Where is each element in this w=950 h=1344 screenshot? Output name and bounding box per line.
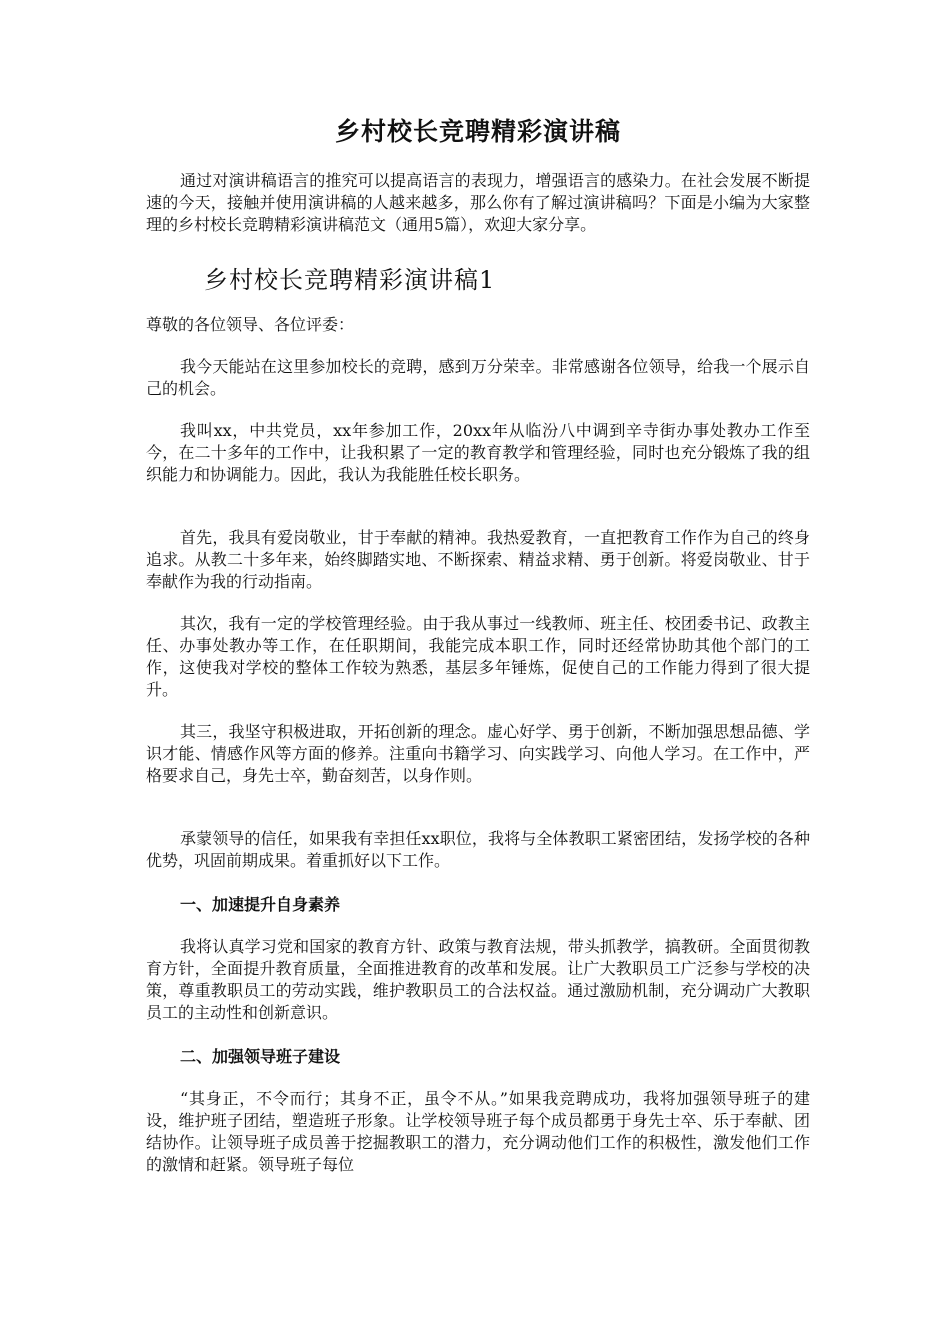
paragraph-second-point: 其次，我有一定的学校管理经验。由于我从事过一线教师、班主任、校团委书记、政教主任、办事处教办等工作，在任职期间，我能完成本职工作，同时还经常协助其他个部门的工作，这使我对学校的整体工作较为熟悉，基层多年锤炼，促使自己的工作能力得到了很大提升。 [146,614,810,699]
paragraph-first-point: 首先，我具有爱岗敬业，甘于奉献的精神。我热爱教育，一直把教育工作作为自己的终身追求。从教二十多年来，始终脚踏实地、不断探索、精益求精、勇于创新。将爱岗敬业、甘于奉献作为我的行动指南。 [146,528,810,591]
paragraph-self-improvement: 我将认真学习党和国家的教育方针、政策与教育法规，带头抓教学，搞教研。全面贯彻教育方针，全面提升教育质量，全面推进教育的改革和发展。让广大教职员工广泛参与学校的决策，尊重教职员工的劳动实践，维护教职员工的合法权益。通过激励机制，充分调动广大教职员工的主动性和创新意识。 [146,937,810,1022]
paragraph-opening: 我今天能站在这里参加校长的竞聘，感到万分荣幸。非常感谢各位领导，给我一个展示自己的机会。 [146,357,810,398]
paragraph-commitment: 承蒙领导的信任，如果我有幸担任xx职位，我将与全体教职工紧密团结，发扬学校的各种优势，巩固前期成果。着重抓好以下工作。 [146,829,810,870]
subheading-leadership-team: 二、加强领导班子建设 [180,1047,341,1066]
document-title: 乡村校长竞聘精彩演讲稿 [334,117,621,146]
paragraph-self-introduction: 我叫xx，中共党员，xx年参加工作，20xx年从临汾八中调到辛寺街办事处教办工作至今，在二十多年的工作中，让我积累了一定的教育教学和管理经验，同时也充分锻炼了我的组织能力和协调能力。因此，我认为我能胜任校长职务。 [146,421,810,484]
section-heading: 乡村校长竞聘精彩演讲稿1 [204,266,496,294]
salutation: 尊敬的各位领导、各位评委： [146,315,355,334]
paragraph-third-point: 其三，我坚守积极进取，开拓创新的理念。虚心好学、勇于创新，不断加强思想品德、学识才能、情感作风等方面的修养。注重向书籍学习、向实践学习、向他人学习。在工作中，严格要求自己，身先士卒，勤奋刻苦，以身作则。 [146,722,810,785]
intro-paragraph: 通过对演讲稿语言的推究可以提高语言的表现力，增强语言的感染力。在社会发展不断提速的今天，接触并使用演讲稿的人越来越多，那么你有了解过演讲稿吗？下面是小编为大家整理的乡村校长竞聘精彩演讲稿范文（通用5篇），欢迎大家分享。 [146,171,810,234]
subheading-self-improvement: 一、加速提升自身素养 [180,895,341,914]
paragraph-leadership-team: “其身正，不令而行；其身不正，虽令不从。”如果我竞聘成功，我将加强领导班子的建设，维护班子团结，塑造班子形象。让学校领导班子每个成员都勇于身先士卒、乐于奉献、团结协作。让领导班子成员善于挖掘教职工的潜力，充分调动他们工作的积极性，激发他们工作的激情和赶紧。领导班子每位 [146,1089,810,1174]
document-page [146,112,810,1176]
